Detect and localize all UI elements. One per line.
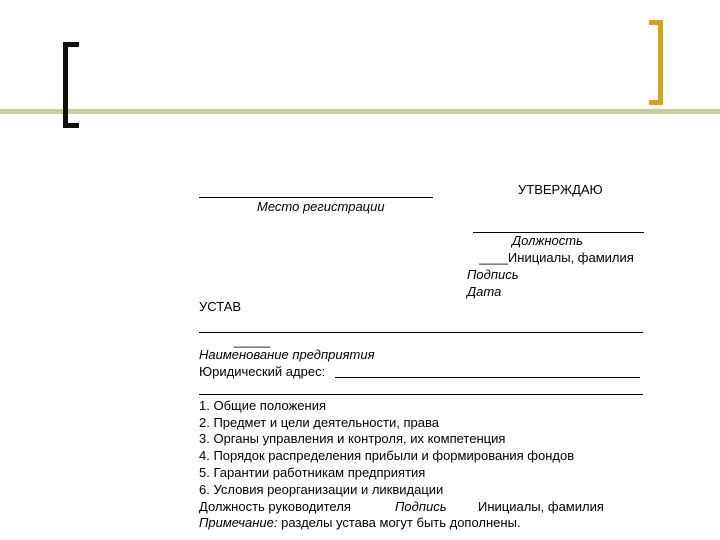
position-caption: Должность xyxy=(512,233,583,248)
legal-address-label: Юридический адрес: xyxy=(199,364,326,379)
section-item: 3. Органы управления и контроля, их компетенция xyxy=(199,431,506,446)
registration-blank-line xyxy=(199,197,433,198)
initials-blank: ____ xyxy=(479,250,508,265)
initials-line xyxy=(479,250,634,266)
company-name-caption: Наименование предприятия xyxy=(199,347,375,362)
note-text: разделы устава могут быть дополнены. xyxy=(281,515,521,530)
extra-blank-line xyxy=(199,394,643,395)
date-caption: Дата xyxy=(467,284,502,299)
section-item: 1. Общие положения xyxy=(199,398,327,413)
approve-label: УТВЕРЖДАЮ xyxy=(518,182,603,197)
section-item: 2. Предмет и цели деятельности, права xyxy=(199,415,439,430)
legal-address-blank-line xyxy=(335,377,640,378)
note-label: Примечание: xyxy=(199,515,278,530)
section-item: 6. Условия реорганизации и ликвидации xyxy=(199,482,444,497)
company-name-short-blank: _____ xyxy=(234,333,271,348)
signature-caption: Подпись xyxy=(467,267,519,282)
head-position-label: Должность руководителя xyxy=(199,499,351,514)
note xyxy=(199,515,521,531)
footer-signature-caption: Подпись xyxy=(395,499,447,514)
document-title: УСТАВ xyxy=(199,299,242,314)
section-item: 4. Порядок распределения прибыли и формирования фондов xyxy=(199,448,575,463)
olive-band xyxy=(0,109,720,114)
footer-initials-caption: Инициалы, фамилия xyxy=(478,499,604,514)
right-bracket-icon xyxy=(649,20,663,105)
registration-caption: Место регистрации xyxy=(257,199,385,214)
section-item: 5. Гарантии работникам предприятия xyxy=(199,465,426,480)
initials-caption: Инициалы, фамилия xyxy=(507,250,634,265)
left-bracket-icon xyxy=(63,42,79,128)
